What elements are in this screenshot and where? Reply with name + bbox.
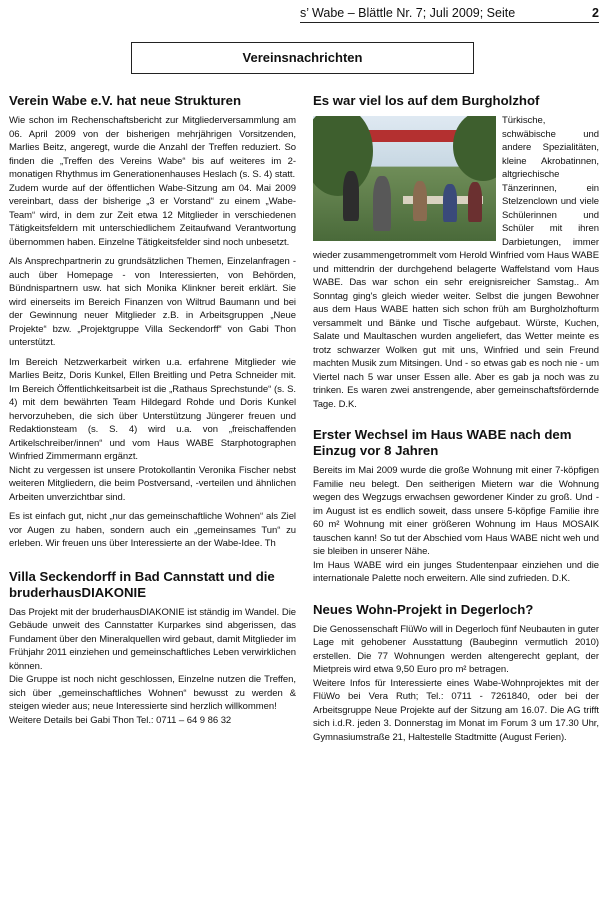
section-title: Vereinsnachrichten [131, 42, 474, 74]
page-header [300, 4, 599, 23]
article-paragraph: Die Gruppe ist noch nicht geschlossen, Einzelne nutzen die Treffen, sich über „gemeinschaftliches Wohnen“ bewusst zu werden & steigen wieder aus; neue Interessierte sind herzlich willkommen! [9, 674, 296, 712]
article-paragraph: Die Genossenschaft FlüWo will in Degerloch fünf Neubauten in guter Lage mit gehobener Ausstattung (Baubeginn vermutlich 2010) erstellen. Die 77 Wohnungen werden altengerecht geplant, der Mietpreis wird etwa 9,50 Euro pro m² betragen. [313, 623, 599, 675]
page-number: 2 [592, 6, 599, 20]
article-paragraph: Im Bereich Netzwerkarbeit wirken u.a. erfahrene Mitglieder wie Marlies Beitz, Doris Kunkel, Ellen Breitling und Petra Schneider mit. Im Bereich Öffentlichkeitsarbeit ist die „Rathaus Sprechstunde“ (s. S. 4) mit dem bewährten Team Hildegard Rohde und Doris Kunkel hervorzuheben, die sich über Unterstützung Jüngerer freuen und Redaktionsteam (s. S. 4) wird u.a. von „freischaffenden Artikelschreiber/innen“ und vom Haus WABE Starphotographen Winfried Zimmermann ergänzt. [9, 356, 296, 462]
article-paragraph: Weitere Infos für Interessierte eines Wabe-Wohnprojektes mit der FlüWo bei Vera Ruth; Tel.: 0711 - 7261840, oder bei der Arbeitsgruppe Neue Projekte auf der Sitzung am 16.07. Die AG trifft sich i.d.R. jeden 3. Donnerstag im Monat im Forum 3 um 17.30 Uhr, Gymnasiumstraße 21, Haltestelle Stadtmitte (August Ferien). [313, 677, 599, 743]
article-paragraph: Das Projekt mit der bruderhausDIAKONIE ist ständig im Wandel. Die Gebäude unweit des Cannstatter Kurparkes sind abgerissen, das Fundament über den Mineralquellen wird gebaut, damit Mitglieder im Frühjahr 2011 einziehen und gemeinschaftliches Leben verwirklichen können. [9, 606, 296, 672]
right-column [313, 93, 599, 750]
article-title-burgholzhof: Es war viel los auf dem Burgholzhof [313, 93, 540, 108]
festival-photo [313, 116, 496, 241]
article-paragraph: Nicht zu vergessen ist unsere Protokollantin Veronika Fischer nebst weiteren Mitgliedern, die beim Postversand, -verteilen und ähnlichen Arbeiten unverzichtbar sind. [9, 464, 296, 503]
article-paragraph: Als Ansprechpartnerin zu grundsätzlichen Themen, Einzelanfragen - auch über Homepage - von Interessierten, von Behörden, Bündnispartnern usw. hat sich Monika Klinkner bereit erklärt. Sie wird einerseits im Bereich Finanzen von Wiltrud Baumann und bei der Gewinnung neuer Mitglieder z.B. in Arbeitsgruppen „Neue Projekte“ bzw. „Projektgruppe Villa Seckendorff“ von Gabi Thon unterstützt. [9, 256, 296, 348]
article-paragraph: Bereits im Mai 2009 wurde die große Wohnung mit einer 7-köpfigen Familie neu belegt. Den seitherigen Mietern war die Wohnung wegen des Wegzugs erwachsen gewordener Kinder zu groß. Und - im August ist es endlich soweit, dass unsere 5-köpfige Familie ihre 60 m² Wohnung mit einer größeren Wohnung im Haus MOSAIK tauschen kann! So tut der Abschied vom Haus WABE nicht weh und sie bleiben in unserer Nähe. [313, 465, 599, 557]
article-paragraph: Im Haus WABE wird ein junges Studentenpaar einziehen und die internationale Palette noch erweitern. Alle sind zufrieden. D.K. [313, 559, 599, 584]
article-title-verein: Verein Wabe e.V. hat neue Strukturen [9, 93, 242, 108]
article-paragraph: Es ist einfach gut, nicht „nur das gemeinschaftliche Wohnen“ als Ziel vor Augen zu haben, sondern auch ein „gemeinsames Tun“ zu erleben. Wir freuen uns über Interessierte an der Wabe-Idee. Th [9, 511, 296, 549]
article-title-villa: Villa Seckendorff in Bad Cannstatt und die bruderhausDIAKONIE [9, 568, 275, 600]
article-paragraph: Wie schon im Rechenschaftsbericht zur Mitgliederversammlung am 06. April 2009 von der bisherigen mehrjährigen Vorsitzenden, Marlies Beitz, angeregt, wurde die Anzahl der Treffen reduziert. So finden die „Treffen des Vereins Wabe“ bis auf weiteres im 2-monatigen Rhythmus im Generationenhauses Heslach (s. S. 4) statt. [9, 115, 296, 180]
left-column [9, 93, 296, 733]
article-paragraph: Zudem wurde auf der öffentlichen Wabe-Sitzung am 04. Mai 2009 vereinbart, dass der bisherige „3 er Vorstand“ zu einem „Wabe-Team“ wird, in dem zur Zeit etwa 12 Mitglieder in verschiedenen Tätigkeitsfeldern mit unterschiedlichem Zeitaufwand Verantwortung übernommen haben. Einzelne Tätigkeitsfelder sind noch unbesetzt. [9, 182, 296, 248]
article-title-wechsel: Erster Wechsel im Haus WABE nach dem Einzug vor 8 Jahren [313, 427, 572, 458]
article-paragraph-with-photo [313, 114, 599, 411]
header-title: s’ Wabe – Blättle Nr. 7; Juli 2009; Seite [300, 6, 516, 20]
article-title-degerloch: Neues Wohn-Projekt in Degerloch? [313, 601, 534, 617]
article-paragraph: Weitere Details bei Gabi Thon Tel.: 0711 – 64 9 86 32 [9, 714, 232, 726]
article-text: Türkische, schwäbische und andere Spezialitäten, kleine Akrobatinnen, altgriechische Tänzerinnen, ein Stelzenclown und viele Schülerinnen und Schüler mit ihren Darbietungen, immer wieder zusammengetrommelt vom Herold Winfried vom Haus WABE und mittendrin der durchgehend belagerte Waffelstand vom Haus WABE. Das war schon ein sehr ereignisreicher Samstag.. Am Sonntag ging's gleich wieder weiter. Selbst die jungen Bewohner aus dem Haus WABE hatten sich schon früh am Burgholzhofturm versammelt und Bänke und Tische aufgebaut. Würste, Kuchen, Salate und Maultaschen wurden angeliefert, das Wetter meinte es trotz schwarzer Wolken gut mit uns, Winfried und sein Freund machten Musik zum Mitsingen. Und - so etwas gab es noch nie - um Viertel nach 5 war unser Essen alle. Aber es gab ja noch was zu trinken. Es waren zwei anstrengende, aber gemeinschaftsfördernde Tage. D.K. [313, 115, 600, 410]
